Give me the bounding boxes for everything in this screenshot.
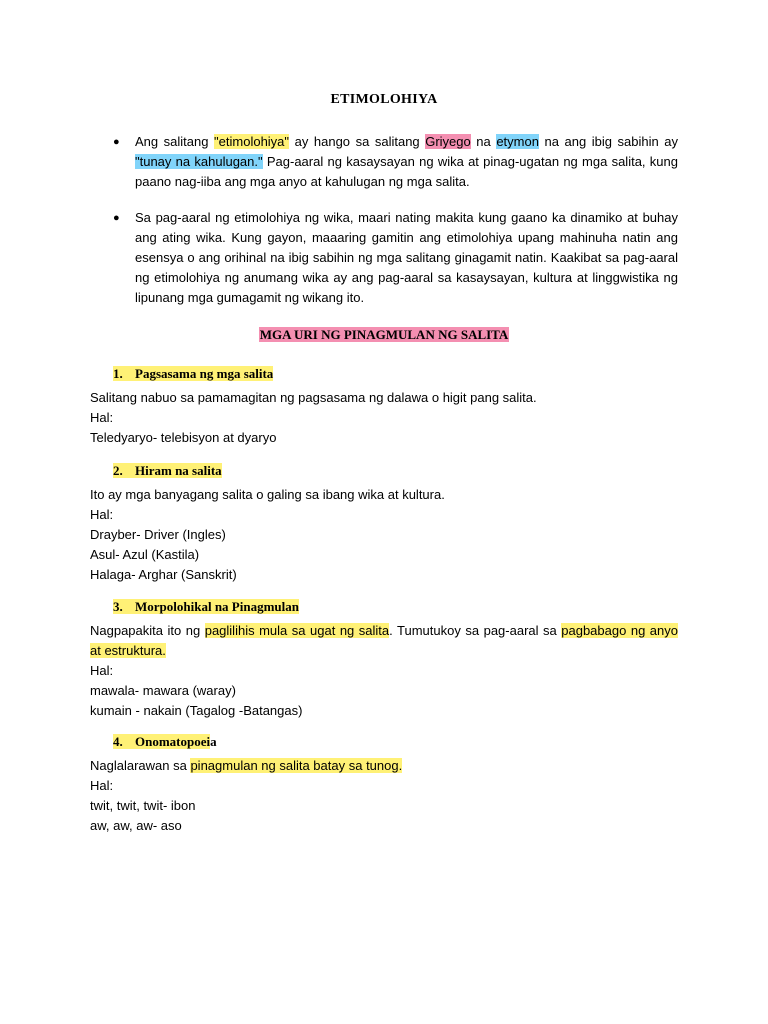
section-number: 1. bbox=[113, 366, 123, 381]
text-segment: na bbox=[470, 134, 497, 149]
text-segment: Nagpapakita ito ng bbox=[90, 623, 205, 638]
example-item: twit, twit, twit- ibon bbox=[90, 798, 196, 813]
bullet-item bbox=[113, 208, 678, 308]
section-number: 2. bbox=[113, 463, 123, 478]
origin-type-section bbox=[90, 597, 678, 721]
section-description bbox=[90, 621, 678, 661]
bullet-paragraph bbox=[135, 208, 678, 308]
section-title bbox=[0, 326, 768, 344]
section-body bbox=[90, 756, 678, 836]
section-heading-text: Pagsasama ng mga salita bbox=[135, 366, 274, 381]
example-label: Hal: bbox=[90, 778, 114, 793]
example-item: mawala- mawara (waray) bbox=[90, 683, 236, 698]
example-item: Halaga- Arghar (Sanskrit) bbox=[90, 567, 237, 582]
origin-type-section bbox=[90, 461, 678, 585]
highlighted-text: etymon bbox=[496, 134, 539, 149]
text-segment: Salitang nabuo sa pamamagitan ng pagsasama ng dalawa o higit pang salita. bbox=[90, 390, 537, 405]
highlighted-text: "etimolohiya" bbox=[214, 134, 290, 149]
highlighted-text: pinagmulan ng salita batay sa tunog. bbox=[190, 758, 403, 773]
text-segment: na ang ibig sabihin ay bbox=[538, 134, 679, 149]
bullet-dot-icon: ● bbox=[113, 136, 120, 148]
section-heading bbox=[113, 732, 678, 752]
example-item: Teledyaryo- telebisyon at dyaryo bbox=[90, 430, 277, 445]
example-item: Asul- Azul (Kastila) bbox=[90, 547, 200, 562]
section-heading bbox=[113, 461, 678, 481]
section-number: 4. bbox=[113, 734, 123, 749]
section-heading-highlight bbox=[113, 463, 222, 478]
section-heading-text: Hiram na salita bbox=[135, 463, 222, 478]
section-heading-text: Morpolohikal na Pinagmulan bbox=[135, 599, 299, 614]
example-label: Hal: bbox=[90, 410, 114, 425]
section-heading-highlight bbox=[113, 734, 210, 749]
text-segment: Ang salitang bbox=[135, 134, 215, 149]
example-item: aw, aw, aw- aso bbox=[90, 818, 182, 833]
example-label: Hal: bbox=[90, 507, 114, 522]
section-heading bbox=[113, 364, 678, 384]
section-number: 3. bbox=[113, 599, 123, 614]
bullet-dot-icon: ● bbox=[113, 212, 120, 224]
section-body bbox=[90, 485, 678, 585]
example-item: kumain - nakain (Tagalog -Batangas) bbox=[90, 703, 303, 718]
section-heading-tail: a bbox=[210, 734, 217, 749]
text-segment: Sa pag-aaral ng etimolohiya ng wika, maari nating makita kung gaano ka dinamiko at buhay ang ating wika. Kung gayon, maaaring gamitin ang etimolohiya upang mahinuha natin ang esensya o ang orihinal na ibig sabihin ng mga salitang ginagamit natin. Kaakibat sa pag-aaral ng etimolohiya ng anumang wika ay ang pag-aaral sa kasaysayan, kultura at linggwistika ng lipunang mga gumagamit ng wikang ito. bbox=[135, 210, 678, 305]
section-body bbox=[90, 621, 678, 721]
text-segment: ay hango sa salitang bbox=[289, 134, 426, 149]
highlighted-text: Griyego bbox=[425, 134, 471, 149]
section-heading-text: Onomatopoei bbox=[135, 734, 211, 749]
section-heading-highlight bbox=[113, 366, 273, 381]
highlighted-text: "tunay na kahulugan." bbox=[135, 154, 263, 169]
example-item: Drayber- Driver (Ingles) bbox=[90, 527, 226, 542]
text-segment: Ito ay mga banyagang salita o galing sa ibang wika at kultura. bbox=[90, 487, 445, 502]
bullet-paragraph bbox=[135, 132, 678, 192]
page-title: ETIMOLOHIYA bbox=[330, 92, 438, 107]
bullet-item bbox=[113, 132, 678, 192]
highlighted-text: paglilihis mula sa ugat ng salita bbox=[204, 623, 390, 638]
text-segment: . Tumutukoy sa pag-aaral sa bbox=[389, 623, 562, 638]
text-segment: Pag-aaral ng kasaysayan ng wika at pinag-ugatan ng mga salita, kung paano nag-iiba ang mga anyo at kahulugan ng mga salita. bbox=[135, 154, 678, 189]
section-description bbox=[90, 388, 678, 408]
origin-type-section bbox=[90, 732, 678, 836]
text-segment: Naglalarawan sa bbox=[90, 758, 191, 773]
section-heading-highlight bbox=[113, 599, 299, 614]
section-description bbox=[90, 485, 678, 505]
section-title-text: MGA URI NG PINAGMULAN NG SALITA bbox=[259, 327, 509, 342]
section-body bbox=[90, 388, 678, 448]
example-label: Hal: bbox=[90, 663, 114, 678]
highlighted-text: pagbabago ng anyo at estruktura. bbox=[90, 623, 678, 658]
section-description bbox=[90, 756, 678, 776]
section-heading bbox=[113, 597, 678, 617]
origin-type-section bbox=[90, 364, 678, 448]
